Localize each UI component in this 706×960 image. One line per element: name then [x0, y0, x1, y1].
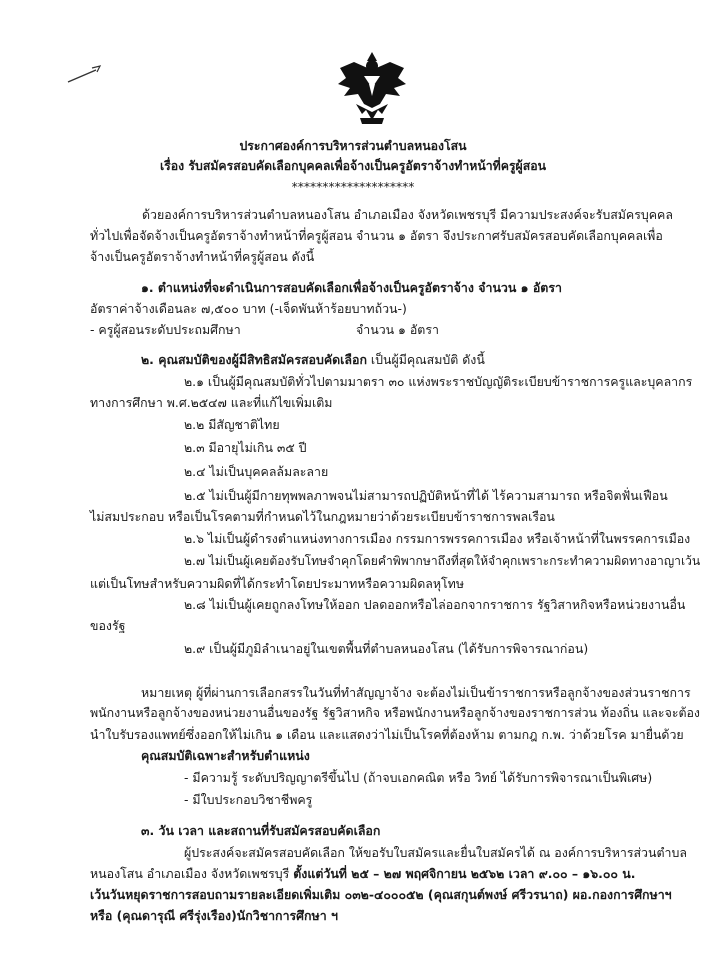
qualification-2-2: ๒.๒ มีสัญชาติไทย: [184, 417, 280, 432]
note-line-2: พนักงานหรือลูกจ้างของหน่วยงานอื่นของรัฐ รัฐวิสาหกิจ หรือพนักงานหรือลูกจ้างของราชการส่วน ท้องถิ่น และจะต้อง: [90, 706, 700, 720]
separator-line: ********************: [291, 180, 415, 194]
section-3-heading: ๓. วัน เวลา และสถานที่รับสมัครสอบคัดเลือก: [141, 823, 381, 838]
specific-qualification-2: - มีใบประกอบวิชาชีพครู: [184, 792, 313, 807]
intro-line-1: ด้วยองค์การบริหารส่วนตำบลหนองโสน อำเภอเมือง จังหวัดเพชรบุรี มีความประสงค์จะรับสมัครบุคคล: [142, 207, 673, 222]
announcement-subject: เรื่อง รับสมัครสอบคัดเลือกบุคคลเพื่อจ้างเป็นครูอัตราจ้างทำหน้าที่ครูผู้สอน: [159, 159, 547, 173]
note-line-1: หมายเหตุ ผู้ที่ผ่านการเลือกสรรในวันที่ทำสัญญาจ้าง จะต้องไม่เป็นข้าราชการหรือลูกจ้างของส่วนราชการ: [141, 685, 691, 700]
qualification-2-3: ๒.๓ มีอายุไม่เกิน ๓๕ ปี: [184, 440, 307, 455]
note-line-3: นำใบรับรองแพทย์ซึ่งออกให้ไม่เกิน ๑ เดือน และแสดงว่าไม่เป็นโรคที่ต้องห้าม ตามกฎ ก.พ. ว่าด้วยโรค มายื่นด้วย: [90, 727, 684, 742]
announcement-title: ประกาศองค์การบริหารส่วนตำบลหนองโสน: [239, 139, 467, 153]
section-1-heading: ๑. ตำแหน่งที่จะดำเนินการสอบคัดเลือกเพื่อจ้างเป็นครูอัตราจ้าง จำนวน ๑ อัตรา: [141, 280, 562, 295]
application-line-4: หรือ (คุณดารุณี ศรีรุ่งเรือง)นักวิชาการศึกษา ฯ: [90, 908, 338, 923]
position-line: - ครูผู้สอนระดับประถมศึกษา: [90, 322, 241, 337]
specific-qualification-1: - มีความรู้ ระดับปริญญาตรีขึ้นไป (ถ้าจบเอกคณิต หรือ วิทย์ ได้รับการพิจารณาเป็นพิเศษ): [184, 770, 653, 785]
qualification-2-7-b: แต่เป็นโทษสำหรับความผิดที่ได้กระทำโดยประมาทหรือความผิดลหุโทษ: [90, 576, 464, 591]
section-2-heading-tail: เป็นผู้มีคุณสมบัติ ดังนี้: [366, 352, 485, 367]
section-2-heading: ๒. คุณสมบัติของผู้มีสิทธิสมัครสอบคัดเลือก: [141, 352, 367, 367]
section-2-heading-line: [141, 352, 485, 368]
specific-qualification-heading: คุณสมบัติเฉพาะสำหรับตำแหน่ง: [141, 748, 310, 763]
position-count: จำนวน ๑ อัตรา: [356, 322, 439, 337]
qualification-2-6: ๒.๖ ไม่เป็นผู้ดำรงตำแหน่งทางการเมือง กรรมการพรรคการเมือง หรือเจ้าหน้าที่ในพรรคการเมือง: [184, 531, 691, 546]
application-line-3: เว้นวันหยุดราชการสอบถามรายละเอียดเพิ่มเติม ๐๓๒-๔๐๐๐๕๒ (คุณสกุนต์พงษ์ ศรีวรนาถ) ผอ.กองการศึกษาฯ: [90, 887, 672, 902]
qualification-2-5-a: ๒.๕ ไม่เป็นผู้มีกายทุพพลภาพจนไม่สามารถปฏิบัติหน้าที่ได้ ไร้ความสามารถ หรือจิตฟั่นเฟือน: [184, 488, 668, 503]
salary-line: อัตราค่าจ้างเดือนละ ๗,๕๐๐ บาท (-เจ็ดพันห้าร้อยบาทถ้วน-): [90, 301, 407, 316]
qualification-2-5-b: ไม่สมประกอบ หรือเป็นโรคตามที่กำหนดไว้ในกฎหมายว่าด้วยระเบียบข้าราชการพลเรือน: [90, 509, 555, 524]
intro-line-3: จ้างเป็นครูอัตราจ้างทำหน้าที่ครูผู้สอน ดังนี้: [90, 249, 315, 264]
garuda-emblem-icon: [336, 48, 408, 128]
application-line-1: ผู้ประสงค์จะสมัครสอบคัดเลือก ให้ขอรับใบสมัครและยื่นใบสมัครได้ ณ องค์การบริหารส่วนตำบล: [184, 845, 687, 860]
qualification-2-1-b: ทางการศึกษา พ.ศ.๒๕๔๗ และที่แก้ไขเพิ่มเติม: [90, 395, 333, 410]
application-dates: ตั้งแต่วันที่ ๒๕ – ๒๗ พฤศจิกายน ๒๕๖๒ เวลา ๙.๐๐ – ๑๖.๐๐ น.: [293, 866, 636, 881]
qualification-2-9: ๒.๙ เป็นผู้มีภูมิลำเนาอยู่ในเขตพื้นที่ตำบลหนองโสน (ได้รับการพิจารณาก่อน): [184, 641, 589, 656]
qualification-2-8-b: ของรัฐ: [90, 618, 126, 633]
pen-mark-icon: [66, 64, 102, 84]
qualification-2-1-a: ๒.๑ เป็นผู้มีคุณสมบัติทั่วไปตามมาตรา ๓๐ แห่งพระราชบัญญัติระเบียบข้าราชการครูและบุคลากร: [184, 374, 693, 389]
qualification-2-7-a: ๒.๗ ไม่เป็นผู้เคยต้องรับโทษจำคุกโดยคำพิพากษาถึงที่สุดให้จำคุกเพราะกระทำความผิดทางอาญาเว้น: [184, 554, 701, 568]
application-location: หนองโสน อำเภอเมือง จังหวัดเพชรบุรี: [90, 866, 294, 881]
intro-line-2: ทั่วไปเพื่อจัดจ้างเป็นครูอัตราจ้างทำหน้าที่ครูผู้สอน จำนวน ๑ อัตรา จึงประกาศรับสมัครสอบคัดเลือกบุคคลเพื่อ: [90, 228, 663, 243]
qualification-2-8-a: ๒.๘ ไม่เป็นผู้เคยถูกลงโทษให้ออก ปลดออกหรือไล่ออกจากราชการ รัฐวิสาหกิจหรือหน่วยงานอื่น: [184, 597, 686, 612]
application-line-2: [90, 866, 636, 882]
qualification-2-4: ๒.๔ ไม่เป็นบุคคลล้มละลาย: [184, 464, 329, 479]
